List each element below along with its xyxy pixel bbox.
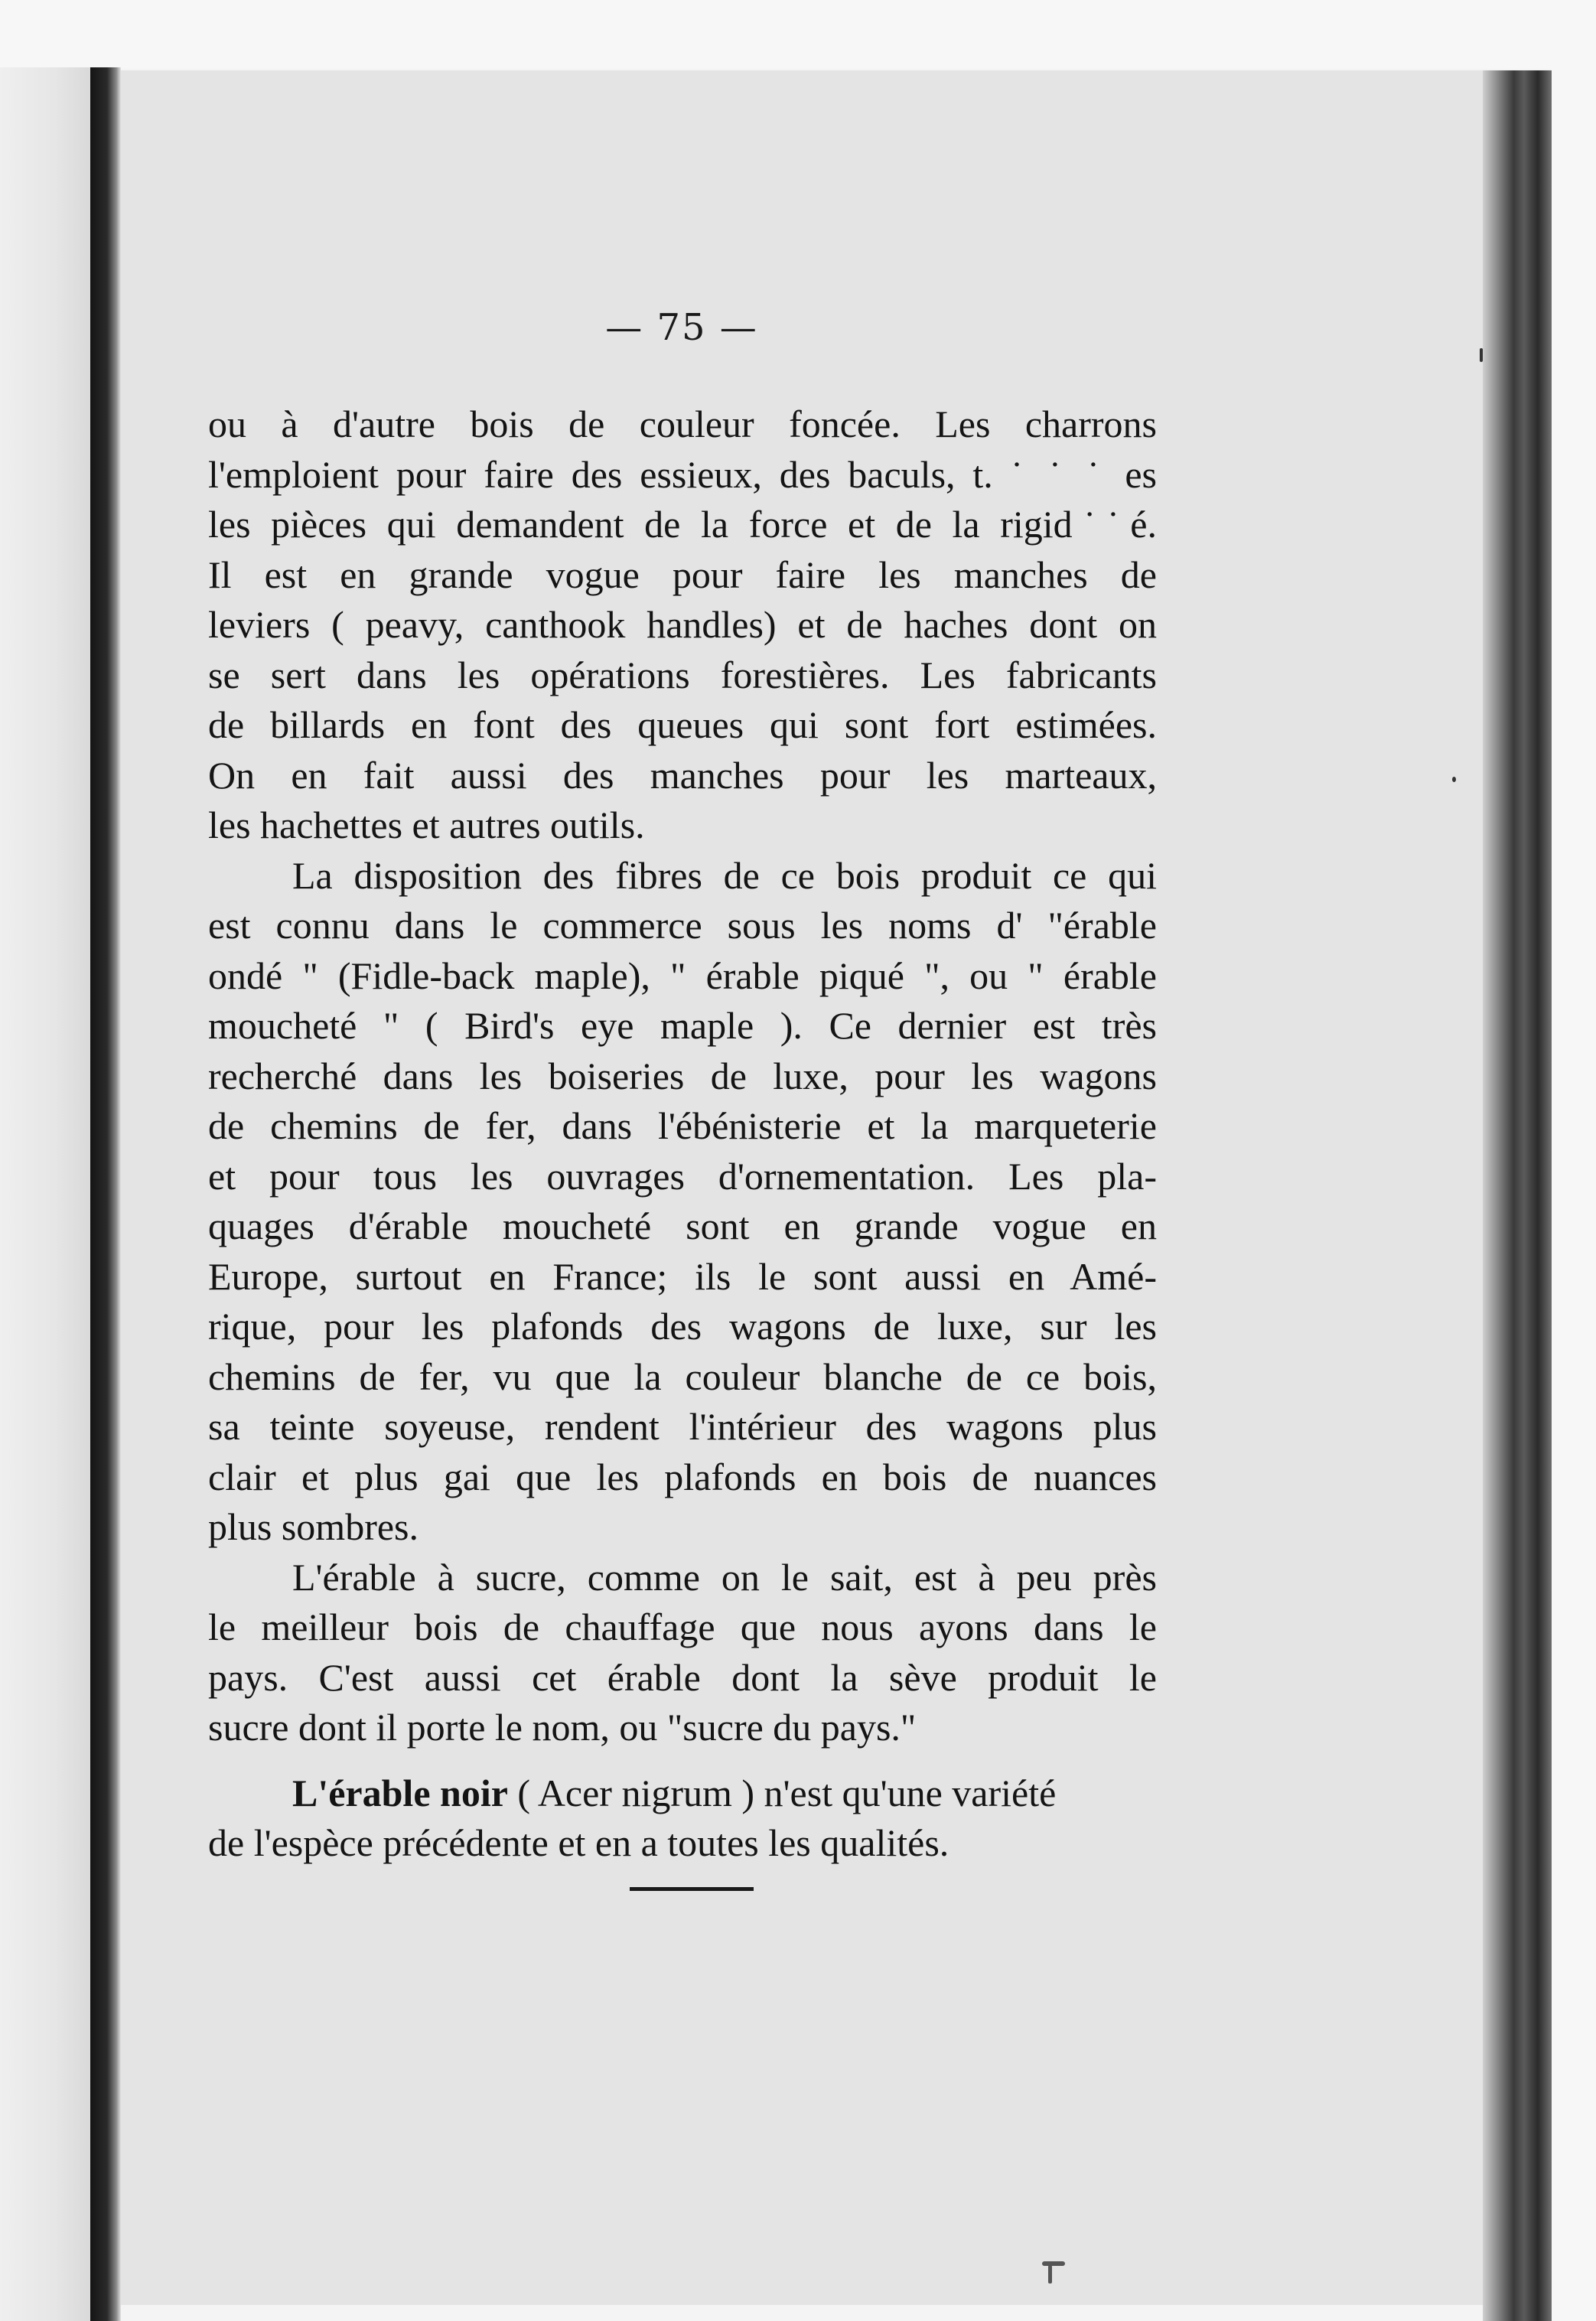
text-line: de l'espèce précédente et en a toutes les qualités. xyxy=(208,1821,949,1864)
text-line: recherché dans les boiseries de luxe, pour les wagons xyxy=(208,1054,1157,1097)
text-line: de chemins de fer, dans l'ébénisterie et la marqueterie xyxy=(208,1104,1157,1147)
body-text xyxy=(208,399,1157,1869)
text-line: et pour tous les ouvrages d'ornementation. Les pla- xyxy=(208,1154,1157,1198)
dust-speck xyxy=(1480,348,1483,362)
text-line: rique, pour les plafonds des wagons de luxe, sur les xyxy=(208,1305,1157,1348)
text-line: l'emploient pour faire des essieux, des baculs, t. ˙ ˙ ˙ es xyxy=(208,452,1157,496)
scan-right-margin xyxy=(1552,0,1596,2321)
dust-speck xyxy=(1042,2261,1065,2266)
separator-rule xyxy=(630,1887,754,1891)
text-line: On en fait aussi des manches pour les marteaux, xyxy=(208,753,1157,797)
text-line: est connu dans le commerce sous les noms d' "érable xyxy=(208,904,1157,947)
text-line: sa teinte soyeuse, rendent l'intérieur des wagons plus xyxy=(208,1405,1157,1448)
section-term: L'érable noir xyxy=(292,1771,508,1814)
text-line xyxy=(208,1768,1157,1819)
gutter-shadow xyxy=(90,67,121,2321)
scan-top-margin xyxy=(0,0,1596,69)
text-line: L'érable à sucre, comme on le sait, est à peu près xyxy=(292,1555,1157,1599)
text-line: La disposition des fibres de ce bois produit ce qui xyxy=(292,853,1157,897)
text-line: les hachettes et autres outils. xyxy=(208,804,645,846)
page-edge xyxy=(1483,70,1552,2321)
section-term-rest: ( Acer nigrum ) n'est qu'une variété xyxy=(507,1771,1057,1814)
text-line: ou à d'autre bois de couleur foncée. Les charrons xyxy=(208,403,1157,445)
text-line: moucheté " ( Bird's eye maple ). Ce dernier est très xyxy=(208,1004,1157,1047)
facing-page xyxy=(0,67,90,2321)
text-line: se sert dans les opérations forestières. Les fabricants xyxy=(208,653,1157,696)
text-line: de billards en font des queues qui sont fort estimées. xyxy=(208,703,1157,746)
text-line: pays. C'est aussi cet érable dont la sève produit le xyxy=(208,1655,1157,1699)
text-line: clair et plus gai que les plafonds en bois de nuances xyxy=(208,1455,1157,1498)
text-line: plus sombres. xyxy=(208,1505,419,1548)
text-line: ondé " (Fidle-back maple), " érable piqué ", ou " érable xyxy=(208,954,1157,997)
text-line: Europe, surtout en France; ils le sont aussi en Amé- xyxy=(208,1254,1157,1298)
text-line: chemins de fer, vu que la couleur blanche de ce bois, xyxy=(208,1354,1157,1398)
text-line: les pièces qui demandent de la force et de la rigid˙˙é. xyxy=(208,503,1157,546)
dust-speck xyxy=(1048,2265,1052,2284)
text-line: quages d'érable moucheté sont en grande vogue en xyxy=(208,1205,1157,1247)
page-number: — 75 — xyxy=(605,306,758,349)
dust-speck xyxy=(1452,777,1456,782)
text-line: Il est en grande vogue pour faire les manches de xyxy=(208,553,1157,596)
paragraph-gap xyxy=(208,1753,1157,1768)
text-line: sucre dont il porte le nom, ou "sucre du pays." xyxy=(208,1706,917,1749)
text-line: le meilleur bois de chauffage que nous ayons dans le xyxy=(208,1605,1157,1648)
text-line: leviers ( peavy, canthook handles) et de haches dont on xyxy=(208,603,1157,646)
